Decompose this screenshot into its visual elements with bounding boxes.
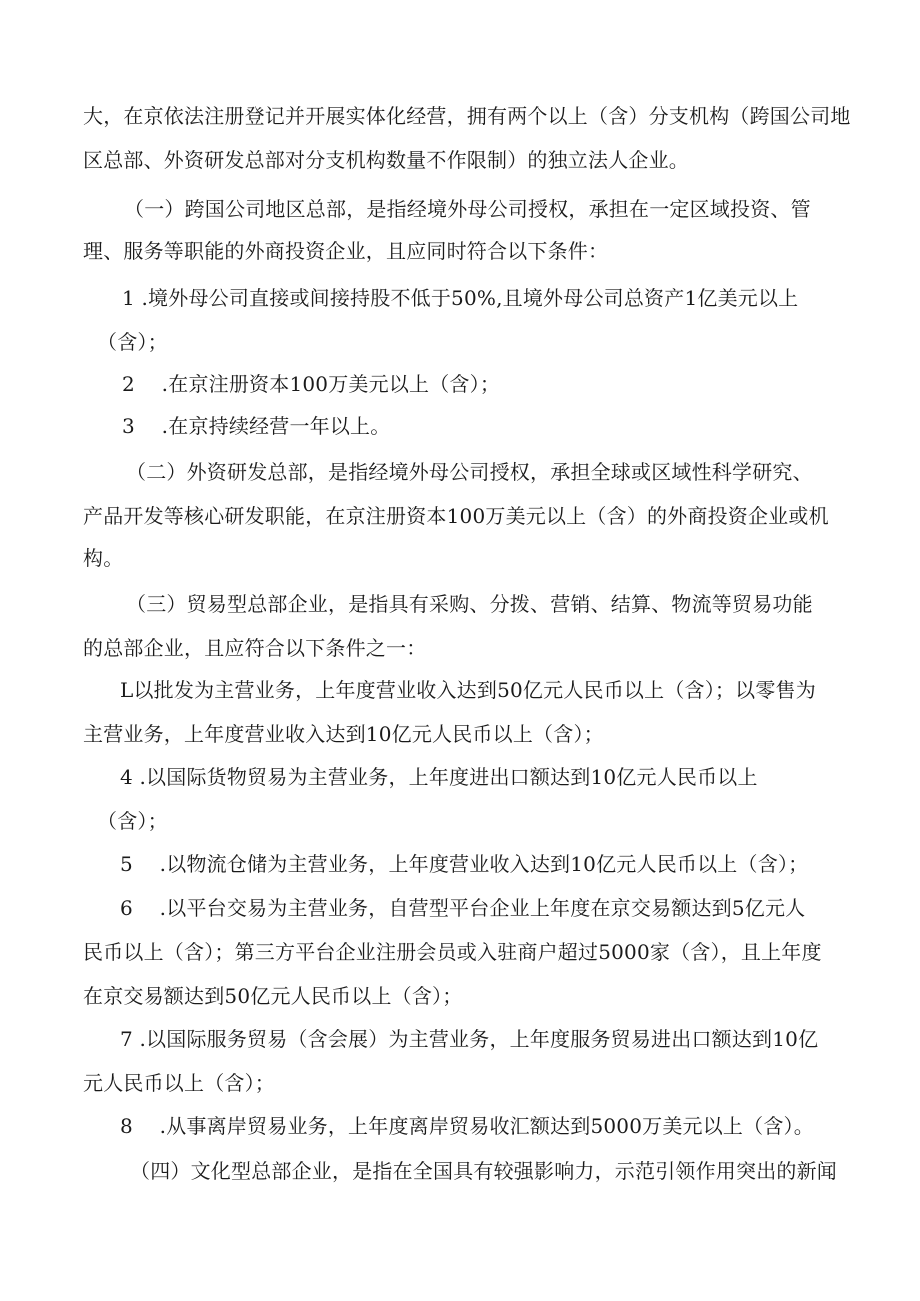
text-line: 大，在京依法注册登记并开展实体化经营，拥有两个以上（含）分支机构（跨国公司地 <box>83 104 851 128</box>
text-line: 5 .以物流仓储为主营业务，上年度营业收入达到10亿元人民币以上（含）； <box>120 852 809 876</box>
text-line: （一）跨国公司地区总部，是指经境外母公司授权，承担在一定区域投资、管 <box>124 197 811 221</box>
text-line: 1 .境外母公司直接或间接持股不低于50%,且境外母公司总资产1亿美元以上 <box>122 286 799 310</box>
text-line: 主营业务，上年度营业收入达到10亿元人民币以上（含）； <box>83 722 604 746</box>
text-line: L以批发为主营业务，上年度营业收入达到50亿元人民币以上（含）；以零售为 <box>120 678 816 702</box>
text-line: 产品开发等核心研发职能，在京注册资本100万美元以上（含）的外商投资企业或机 <box>83 504 829 528</box>
text-line: 构。 <box>83 546 124 570</box>
text-line: 区总部、外资研发总部对分支机构数量不作限制）的独立法人企业。 <box>83 148 689 172</box>
text-line: 的总部企业，且应符合以下条件之一： <box>83 636 427 660</box>
text-line: （二）外资研发总部，是指经境外母公司授权，承担全球或区域性科学研究、 <box>126 460 813 484</box>
text-line: 6 .以平台交易为主营业务，自营型平台企业上年度在京交易额达到5亿元人 <box>120 896 806 920</box>
text-line: 3 .在京持续经营一年以上。 <box>122 414 391 438</box>
text-line: （含）； <box>97 330 168 354</box>
text-line: 2 .在京注册资本100万美元以上（含）； <box>122 372 501 396</box>
text-line: 民币以上（含）；第三方平台企业注册会员或入驻商户超过5000家（含），且上年度 <box>83 940 822 964</box>
text-line: 4 .以国际货物贸易为主营业务，上年度进出口额达到10亿元人民币以上 <box>120 765 758 789</box>
text-line: 理、服务等职能的外商投资企业，且应同时符合以下条件： <box>83 239 609 263</box>
text-line: 7 .以国际服务贸易（含会展）为主营业务，上年度服务贸易进出口额达到10亿 <box>120 1027 819 1051</box>
text-line: 8 .从事离岸贸易业务，上年度离岸贸易收汇额达到5000万美元以上（含）。 <box>120 1114 814 1138</box>
text-line: （四）文化型总部企业，是指在全国具有较强影响力，示范引领作用突出的新闻 <box>130 1159 837 1183</box>
text-line: 在京交易额达到50亿元人民币以上（含）； <box>83 984 463 1008</box>
text-line: （含）； <box>97 809 168 833</box>
text-line: 元人民币以上（含）； <box>83 1071 275 1095</box>
text-line: （三）贸易型总部企业，是指具有采购、分拨、营销、结算、物流等贸易功能 <box>126 592 813 616</box>
